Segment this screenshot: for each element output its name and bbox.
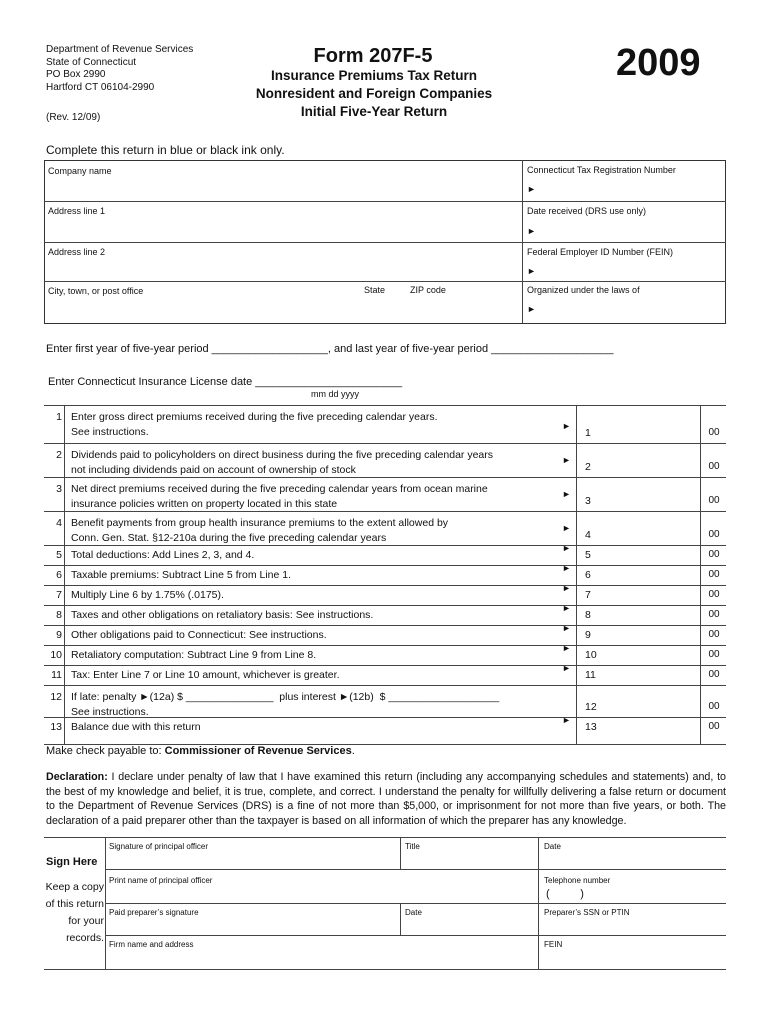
- line-description: Taxes and other obligations on retaliatory basis: See instructions.: [71, 609, 374, 621]
- row-divider: [44, 443, 726, 444]
- company-name-field[interactable]: Company name: [48, 166, 112, 176]
- agency-line: Department of Revenue Services: [46, 44, 194, 55]
- keep-line: of this return: [45, 898, 104, 910]
- line-amount-field[interactable]: 4: [585, 529, 591, 541]
- line-amount-field[interactable]: 6: [585, 569, 591, 581]
- address-line1-field[interactable]: Address line 1: [48, 206, 106, 216]
- arrow-icon: ►: [562, 523, 571, 533]
- line-description: Tax: Enter Line 7 or Line 10 amount, whichever is greater.: [71, 669, 340, 681]
- print-name-field[interactable]: Print name of principal officer: [109, 876, 213, 885]
- agency-line: PO Box 2990: [46, 69, 106, 80]
- line-number: 6: [56, 569, 62, 581]
- keep-line: records.: [66, 932, 104, 944]
- line-amount-field[interactable]: 2: [585, 461, 591, 473]
- preparer-ssn-field[interactable]: Preparer’s SSN or PTIN: [544, 908, 630, 917]
- row-divider: [44, 565, 726, 566]
- date-field[interactable]: Date: [544, 842, 561, 851]
- arrow-icon: ►: [562, 715, 571, 725]
- line-amount-field[interactable]: 9: [585, 629, 591, 641]
- arrow-icon: ►: [562, 489, 571, 499]
- cents-field[interactable]: 00: [708, 549, 720, 560]
- row-divider: [44, 605, 726, 606]
- line-number: 2: [56, 449, 62, 461]
- arrow-icon: ►: [527, 226, 536, 236]
- line-amount-field[interactable]: 11: [585, 669, 596, 681]
- firm-fein-field[interactable]: FEIN: [544, 940, 563, 949]
- address-line2-field[interactable]: Address line 2: [48, 247, 106, 257]
- cents-field[interactable]: 00: [708, 609, 720, 620]
- line-description: Multiply Line 6 by 1.75% (.0175).: [71, 589, 224, 601]
- declaration-label: Declaration:: [46, 771, 108, 783]
- keep-line: Keep a copy: [45, 881, 104, 893]
- line-number: 13: [50, 721, 62, 733]
- row-divider: [44, 717, 726, 718]
- line-number: 5: [56, 549, 62, 561]
- line-description: Balance due with this return: [71, 721, 201, 733]
- form-subtitle: Insurance Premiums Tax Return: [270, 68, 478, 83]
- cents-field[interactable]: 00: [708, 461, 720, 472]
- line-description: Net direct premiums received during the five preceding calendar years from ocean marine: [71, 483, 488, 495]
- payable-prefix: Make check payable to:: [46, 745, 165, 757]
- cents-field[interactable]: 00: [708, 569, 720, 580]
- arrow-icon: ►: [527, 266, 536, 276]
- form-subtitle: Initial Five-Year Return: [300, 104, 448, 119]
- payable-suffix: .: [351, 745, 355, 757]
- arrow-icon: ►: [562, 583, 571, 593]
- line-number: 8: [56, 609, 62, 621]
- arrow-icon: ►: [562, 563, 571, 573]
- city-field[interactable]: City, town, or post office: [48, 286, 144, 296]
- line-number: 4: [56, 517, 62, 529]
- tax-year: 2009: [616, 42, 701, 84]
- line-description: Taxable premiums: Subtract Line 5 from Line 1.: [71, 569, 292, 581]
- cents-field[interactable]: 00: [708, 495, 720, 506]
- fein-field[interactable]: Federal Employer ID Number (FEIN): [527, 247, 674, 257]
- agency-address: [46, 44, 193, 94]
- payee-name: Commissioner of Revenue Services: [164, 745, 352, 757]
- line-amount-field[interactable]: 13: [585, 721, 597, 733]
- line-amount-field[interactable]: 10: [585, 649, 597, 661]
- line-description-cont: See instructions.: [71, 706, 149, 718]
- cents-field[interactable]: 00: [708, 669, 720, 680]
- date-received-field[interactable]: Date received (DRS use only): [527, 206, 647, 216]
- arrow-icon: ►: [562, 643, 571, 653]
- form-title: Form 207F-5: [313, 45, 433, 67]
- arrow-icon: ►: [562, 455, 571, 465]
- arrow-icon: ►: [527, 184, 536, 194]
- line-number: 7: [56, 589, 62, 601]
- line-number: 1: [56, 411, 62, 423]
- keep-copy-note: [40, 879, 104, 947]
- row-divider: [44, 585, 726, 586]
- line-number: 9: [56, 629, 62, 641]
- firm-name-field[interactable]: Firm name and address: [109, 940, 194, 949]
- row-divider: [44, 545, 726, 546]
- line-amount-field[interactable]: 12: [585, 701, 597, 713]
- line-description: Enter gross direct premiums received during the five preceding calendar years.: [71, 411, 438, 423]
- row-divider: [44, 511, 726, 512]
- arrow-icon: ►: [562, 543, 571, 553]
- row-divider: [44, 665, 726, 666]
- line-amount-field[interactable]: 7: [585, 589, 591, 601]
- line-amount-field[interactable]: 1: [585, 427, 591, 439]
- cents-field[interactable]: 00: [708, 721, 720, 732]
- line-description-cont: not including dividends paid on account of ownership of stock: [71, 464, 356, 476]
- line-amount-field[interactable]: 8: [585, 609, 591, 621]
- payable-note: [46, 745, 355, 757]
- line-number: 11: [51, 669, 62, 681]
- telephone-field[interactable]: Telephone number: [544, 876, 611, 885]
- agency-line: Hartford CT 06104-2990: [46, 81, 155, 93]
- keep-line: for your: [68, 915, 104, 927]
- license-date-field[interactable]: Enter Connecticut Insurance License date ________________________: [48, 376, 403, 388]
- officer-signature-field[interactable]: Signature of principal officer: [109, 842, 209, 851]
- state-field[interactable]: State: [364, 285, 386, 295]
- line-description-cont: Conn. Gen. Stat. §12-210a during the five preceding calendar years: [71, 532, 387, 544]
- line-number: 3: [56, 483, 62, 495]
- line-amount-field[interactable]: 3: [585, 495, 591, 507]
- line-description: Retaliatory computation: Subtract Line 9 from Line 8.: [71, 649, 317, 661]
- arrow-icon: ►: [527, 304, 536, 314]
- row-divider: [44, 685, 726, 686]
- date-format-hint: mm dd yyyy: [311, 389, 360, 399]
- arrow-icon: ►: [562, 421, 571, 431]
- row-divider: [44, 625, 726, 626]
- form-subtitle: Nonresident and Foreign Companies: [255, 86, 493, 101]
- revision-date: (Rev. 12/09): [46, 112, 101, 123]
- line-description-cont: See instructions.: [71, 426, 149, 438]
- title-field[interactable]: Title: [405, 842, 420, 851]
- cents-field[interactable]: 00: [708, 629, 720, 640]
- organized-under-field[interactable]: Organized under the laws of: [527, 285, 640, 295]
- declaration-text: I declare under penalty of law that I have examined this return (including any accompanying schedules and statements) and, to the best of my knowledge and belief, it is true, complete, and correct. I understand the penalty for willfully delivering a false return or document to the Department of Revenue Services (DRS) is a fine of not more than $5,000, or imprisonment for not more than five years, or both. The declaration of a paid preparer other than the taxpayer is based on all information of which the preparer has any knowledge.: [46, 771, 726, 827]
- line-description: Dividends paid to policyholders on direct business during the five preceding calendar years: [71, 449, 493, 461]
- line-description-cont: insurance policies written on property located in this state: [71, 498, 338, 510]
- arrow-icon: ►: [562, 663, 571, 673]
- cents-field[interactable]: 00: [708, 529, 720, 540]
- row-divider: [44, 477, 726, 478]
- agency-line: State of Connecticut: [46, 56, 137, 68]
- line-description: Benefit payments from group health insurance premiums to the extent allowed by: [71, 517, 449, 529]
- line-description: Total deductions: Add Lines 2, 3, and 4.: [71, 549, 255, 561]
- line-number: 12: [50, 691, 62, 703]
- arrow-icon: ►: [562, 623, 571, 633]
- arrow-icon: ►: [562, 603, 571, 613]
- preparer-signature-field[interactable]: Paid preparer’s signature: [109, 908, 199, 917]
- cents-field[interactable]: 00: [708, 589, 720, 600]
- five-year-period-field[interactable]: Enter first year of five-year period ___________________, and last year of five-year period ____________________: [46, 343, 614, 355]
- cents-field[interactable]: 00: [708, 649, 720, 660]
- line-number: 10: [50, 649, 62, 661]
- declaration: [46, 770, 726, 828]
- ink-note: Complete this return in blue or black ink only.: [46, 143, 285, 157]
- cents-field[interactable]: 00: [708, 427, 720, 438]
- zip-field[interactable]: ZIP code: [410, 285, 446, 295]
- line-description: Other obligations paid to Connecticut: See instructions.: [71, 629, 327, 641]
- phone-parens: ( ): [546, 888, 584, 900]
- ct-registration-field[interactable]: Connecticut Tax Registration Number: [527, 165, 676, 175]
- cents-field[interactable]: 00: [708, 701, 720, 712]
- row-divider: [44, 645, 726, 646]
- line-description: If late: penalty ►(12a) $ _______________ plus interest ►(12b) $ ___________________: [71, 691, 500, 703]
- preparer-date-field[interactable]: Date: [405, 908, 422, 917]
- line-amount-field[interactable]: 5: [585, 549, 591, 561]
- sign-here-label: Sign Here: [46, 856, 98, 868]
